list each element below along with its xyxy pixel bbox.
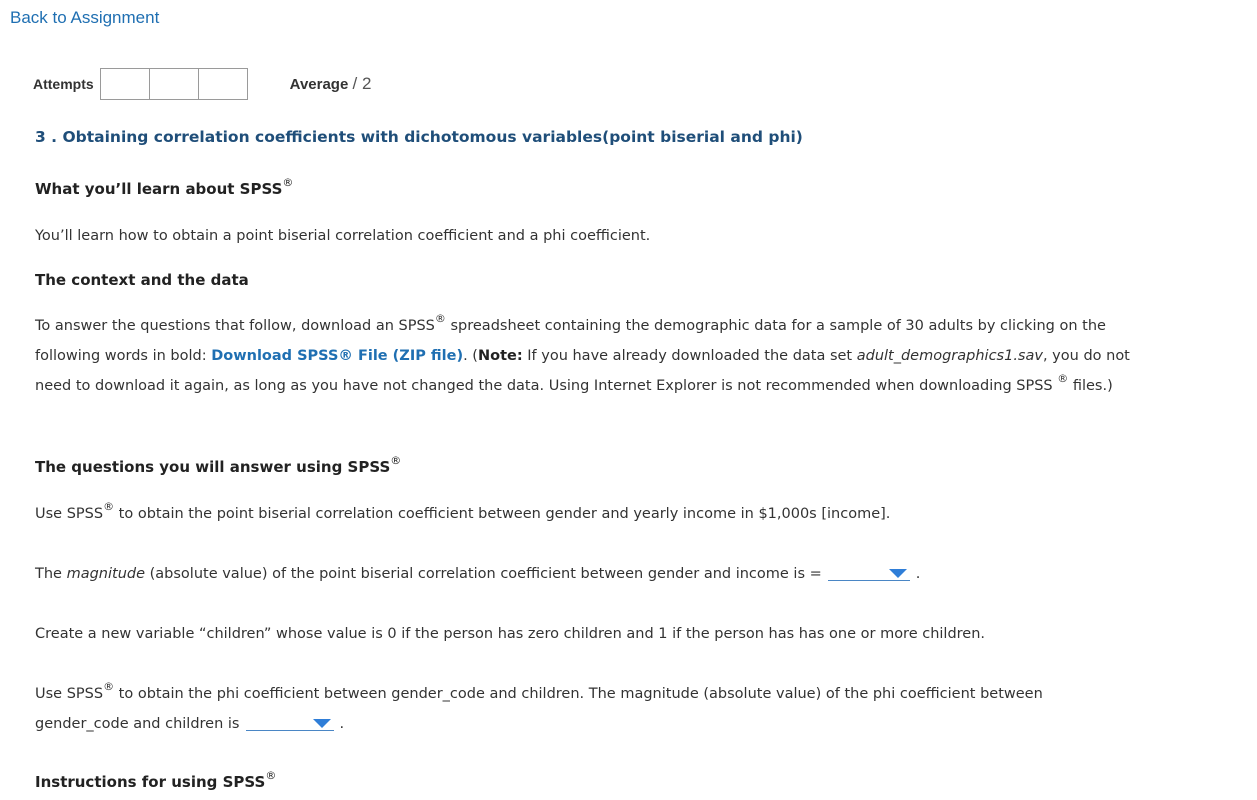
back-to-assignment-link[interactable]: Back to Assignment xyxy=(10,8,160,27)
registered-mark: ® xyxy=(282,176,294,189)
chevron-down-icon xyxy=(889,569,907,578)
registered-mark: ® xyxy=(390,454,402,467)
attempt-box xyxy=(149,68,199,100)
average-score: / 2 xyxy=(352,74,372,93)
registered-mark: ® xyxy=(265,769,277,782)
question-title: 3 . Obtaining correlation coefficients with dichotomous variables(point biserial and phi) xyxy=(35,128,803,146)
question-3-text: Create a new variable “children” whose value is 0 if the person has zero children and 1 if the person has has one or more children. xyxy=(35,626,986,642)
learn-text: You’ll learn how to obtain a point biserial correlation coefficient and a phi coefficient. xyxy=(35,228,651,244)
point-biserial-answer-dropdown[interactable] xyxy=(828,564,910,581)
phi-answer-dropdown[interactable] xyxy=(246,714,334,731)
section-heading-context: The context and the data xyxy=(35,271,249,289)
average-display xyxy=(290,74,372,94)
question-1-text: Use SPSS® to obtain the point biserial correlation coefficient between gender and yearly income in $1,000s [income]. xyxy=(35,500,891,522)
section-heading-learn: What you’ll learn about SPSS® xyxy=(35,176,294,198)
context-paragraph: To answer the questions that follow, download an SPSS® spreadsheet containing the demographic data for a sample of 30 adults by clicking on the following words in bold: Download SPSS® File (ZIP file). (Note: If you have already downloaded the data set adult_demographics1.sav, you do not need to download it again, as long as you have not changed the data. Using Internet Explorer is not recommended when downloading SPSS ® files.) xyxy=(35,312,1130,394)
attempts-label: Attempts xyxy=(33,76,94,92)
average-label: Average xyxy=(289,76,349,93)
dataset-filename: adult_demographics1.sav xyxy=(856,348,1043,364)
attempts-row xyxy=(33,68,371,100)
section-heading-instructions: Instructions for using SPSS® xyxy=(35,769,277,791)
attempt-box xyxy=(100,68,150,100)
attempt-box xyxy=(198,68,248,100)
question-4-text: Use SPSS® to obtain the phi coefficient between gender_code and children. The magnitude (absolute value) of the phi coefficient between gender_code and children is . xyxy=(35,680,1043,732)
attempt-boxes xyxy=(100,68,248,100)
question-2-text: The magnitude (absolute value) of the point biserial correlation coefficient between gender and income is = . xyxy=(35,566,921,582)
chevron-down-icon xyxy=(313,719,331,728)
note-label: Note: xyxy=(477,348,523,364)
section-heading-questions: The questions you will answer using SPSS® xyxy=(35,454,402,476)
download-spss-link[interactable]: Download SPSS® File (ZIP file) xyxy=(211,348,464,364)
